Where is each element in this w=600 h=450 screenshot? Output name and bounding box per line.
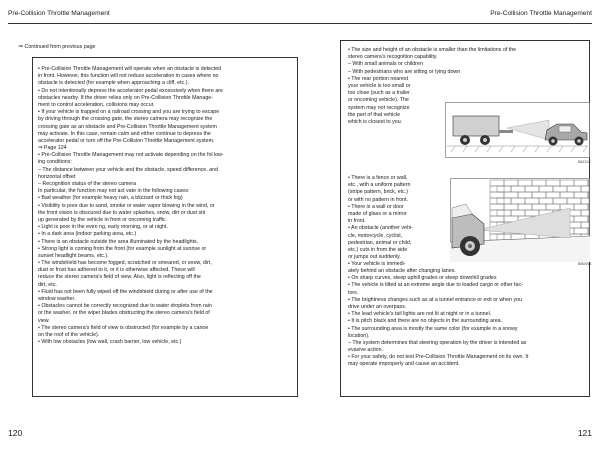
text-line: made of glass or a mirror bbox=[348, 210, 407, 217]
text-line: tors. bbox=[348, 289, 359, 296]
text-line: ⇒ Page 124 bbox=[38, 145, 67, 152]
text-line: window washer. bbox=[38, 296, 76, 302]
text-line: on the roof of the vehicle). bbox=[38, 331, 100, 338]
text-line: • Bad weather (for example heavy rain, a blizzard or thick fog) bbox=[38, 195, 183, 202]
text-line: ing conditions: bbox=[38, 159, 72, 166]
text-line: • Do not intentionally depress the accelerator pedal excessively when there are bbox=[38, 87, 223, 94]
text-line: may operate improperly and cause an accident. bbox=[348, 361, 460, 368]
text-line: stereo camera's recognition capability. bbox=[348, 54, 438, 61]
text-line: in front. bbox=[348, 218, 366, 225]
text-line: – With small animals or children bbox=[348, 61, 423, 68]
text-line: • Your vehicle is immedi- bbox=[348, 261, 406, 268]
text-line: obstacles nearby. If the driver relies only on Pre-Collision Throttle Manage- bbox=[38, 94, 213, 101]
text-line: – With pedestrians who are sitting or lying down bbox=[348, 68, 461, 75]
header-rule bbox=[8, 23, 300, 24]
text-line: crossing gate as an obstacle and Pre-Collision Throttle Management system bbox=[38, 123, 217, 130]
header-rule bbox=[300, 23, 592, 24]
text-line: • On sharp curves, steep uphill grades or steep downhill grades bbox=[348, 275, 497, 282]
text-line: your vehicle is too small or bbox=[348, 82, 411, 89]
text-line: • With low obstacles (low wall, crash barrier, low vehicle, etc.) bbox=[38, 339, 182, 346]
text-line: etc.) cuts in from the side bbox=[348, 246, 408, 253]
text-line: • Strong light is coming from the front (for example sunlight at sunrise or bbox=[38, 245, 207, 252]
text-line: • The rear portion nearest bbox=[348, 75, 409, 82]
text-line: or jumps out suddenly. bbox=[348, 254, 401, 261]
caution-text-c bbox=[348, 268, 528, 369]
text-line: • Visibility is poor due to sand, smoke or water vapor blowing in the wind, or bbox=[38, 202, 215, 209]
text-line: • The vehicle is tilted at an extreme angle due to loaded cargo or other fac- bbox=[348, 282, 523, 289]
text-line: • Pre-Collision Throttle Management may not activate depending on the fol low- bbox=[38, 152, 224, 159]
text-line: • There is a wall or door bbox=[348, 203, 404, 210]
figure-code: B8Z104 bbox=[578, 160, 591, 164]
text-line: sunset headlight beams, etc.). bbox=[38, 252, 109, 259]
text-line: system may not recognize bbox=[348, 104, 410, 111]
text-line: • An obstacle (another vehi- bbox=[348, 225, 413, 232]
page-number: 121 bbox=[577, 428, 592, 438]
text-line: In particular, the function may not act vate in the following cases: bbox=[38, 188, 190, 195]
text-line: – The system determines that steering operation by the driver is intended as bbox=[348, 339, 527, 346]
text-line: ment to control acceleration, collisions may occur. bbox=[38, 101, 155, 108]
text-line: • The brightness changes such as at a tunnel entrance or exit or when you bbox=[348, 296, 523, 303]
text-line: – The distance between your vehicle and the obstacle, speed difference, and bbox=[38, 166, 219, 173]
text-line: dirt, etc. bbox=[38, 281, 57, 288]
text-line: • For your safety, do not test Pre-Collision Throttle Management on its own. It bbox=[348, 354, 529, 361]
text-line: • The size and height of an obstacle is smaller than the limitations of the bbox=[348, 47, 517, 53]
text-line: • Light is poor in the even ng, early morning, or at night. bbox=[38, 224, 168, 231]
text-line: ately behind an obstacle after changing lanes. bbox=[348, 268, 456, 274]
text-line: drive under an overpass. bbox=[348, 303, 407, 310]
text-line: obstacle is detected (for example when approaching a cliff, etc.). bbox=[38, 80, 189, 87]
continued-note bbox=[18, 43, 95, 50]
brick-wall-illustration bbox=[450, 178, 590, 262]
text-line: too close (such as a trailer bbox=[348, 90, 410, 97]
text-line: or the washer, or the wiper blades obstructing the stereo camera's field of bbox=[38, 310, 210, 317]
text-line: or with no pattern in front. bbox=[348, 196, 409, 203]
text-line: • The lead vehicle's tail lights are not lit at night or in a tunnel. bbox=[348, 311, 492, 318]
text-line: – Recognition status of the stereo camera bbox=[38, 181, 137, 187]
figure-code: B8W011 bbox=[578, 262, 592, 266]
arrow-right-icon: ⇒ bbox=[18, 44, 24, 50]
text-line: evasive action. bbox=[348, 347, 384, 354]
text-line: cle, motorcycle, cyclist, bbox=[348, 232, 403, 239]
text-line: dust or frost has adhered to it, or it is otherwise affected. These will bbox=[38, 267, 195, 274]
text-line: • Fluid has not been fully wiped off the windshield during or after use of the bbox=[38, 288, 213, 295]
text-line: • It is pitch black and there are no objects in the surrounding area. bbox=[348, 318, 503, 325]
text-line: • Obstacles cannot be correctly recognized due to water droplets from rain bbox=[38, 303, 212, 310]
text-line: view. bbox=[38, 317, 50, 324]
text-line: • The surrounding area is mostly the same color (for example in a snowy bbox=[348, 325, 518, 332]
text-line: • The windshield has become fogged, scratched or smeared, or snow, dirt, bbox=[38, 260, 212, 267]
text-line: in front. However, this function will not reduce acceleration in cases where no bbox=[38, 73, 219, 80]
text-line: pedestrian, animal or child, bbox=[348, 239, 412, 246]
text-line: • The stereo camera's field of view is obstructed (for example by a canoe bbox=[38, 324, 209, 331]
page-header: Pre-Collision Throttle Management bbox=[490, 10, 592, 17]
text-line: etc., with a uniform pattern bbox=[348, 182, 411, 189]
right-page bbox=[300, 0, 600, 450]
text-line: or oncoming vehicle). The bbox=[348, 97, 409, 104]
text-line: accelerator pedal or turn off the Pre-Collision Throttle Management system. bbox=[38, 137, 215, 144]
continued-text: Continued from previous page bbox=[24, 44, 96, 50]
caution-text bbox=[38, 66, 224, 346]
text-line: which is closest to you. bbox=[348, 118, 403, 125]
page-number: 120 bbox=[8, 428, 23, 438]
text-line: • There is a fence or wall, bbox=[348, 175, 408, 181]
text-line: the part of that vehicle bbox=[348, 111, 401, 118]
page-header: Pre-Collision Throttle Management bbox=[8, 10, 110, 17]
text-line: location). bbox=[348, 332, 370, 339]
text-line: by driving through the crossing gate, the stereo camera may recognize the bbox=[38, 116, 213, 123]
text-line: reduce the stereo camera's field of view. Also, light is reflecting off the bbox=[38, 274, 201, 281]
text-line: the front vision is obscured due to water splashes, snow, dirt or dust stir bbox=[38, 209, 206, 216]
text-line: up generated by the vehicle in front or oncoming traffic. bbox=[38, 216, 168, 223]
text-line: • If your vehicle is trapped on a railroad crossing and you are trying to escape bbox=[38, 109, 220, 116]
text-line: may activate. In this case, remain calm and either continue to depress the bbox=[38, 130, 211, 137]
trailer-illustration bbox=[445, 102, 590, 158]
caution-text-b bbox=[348, 175, 413, 268]
text-line: horizontal offset bbox=[38, 173, 76, 180]
text-line: • In a dark area (indoor parking area, etc.) bbox=[38, 231, 137, 238]
text-line: • There is an obstacle outside the area illuminated by the headlights. bbox=[38, 238, 199, 245]
text-line: (stripe pattern, brick, etc.) bbox=[348, 189, 409, 196]
text-line: • Pre-Collision Throttle Management will operate when an obstacle is detected bbox=[38, 66, 222, 72]
